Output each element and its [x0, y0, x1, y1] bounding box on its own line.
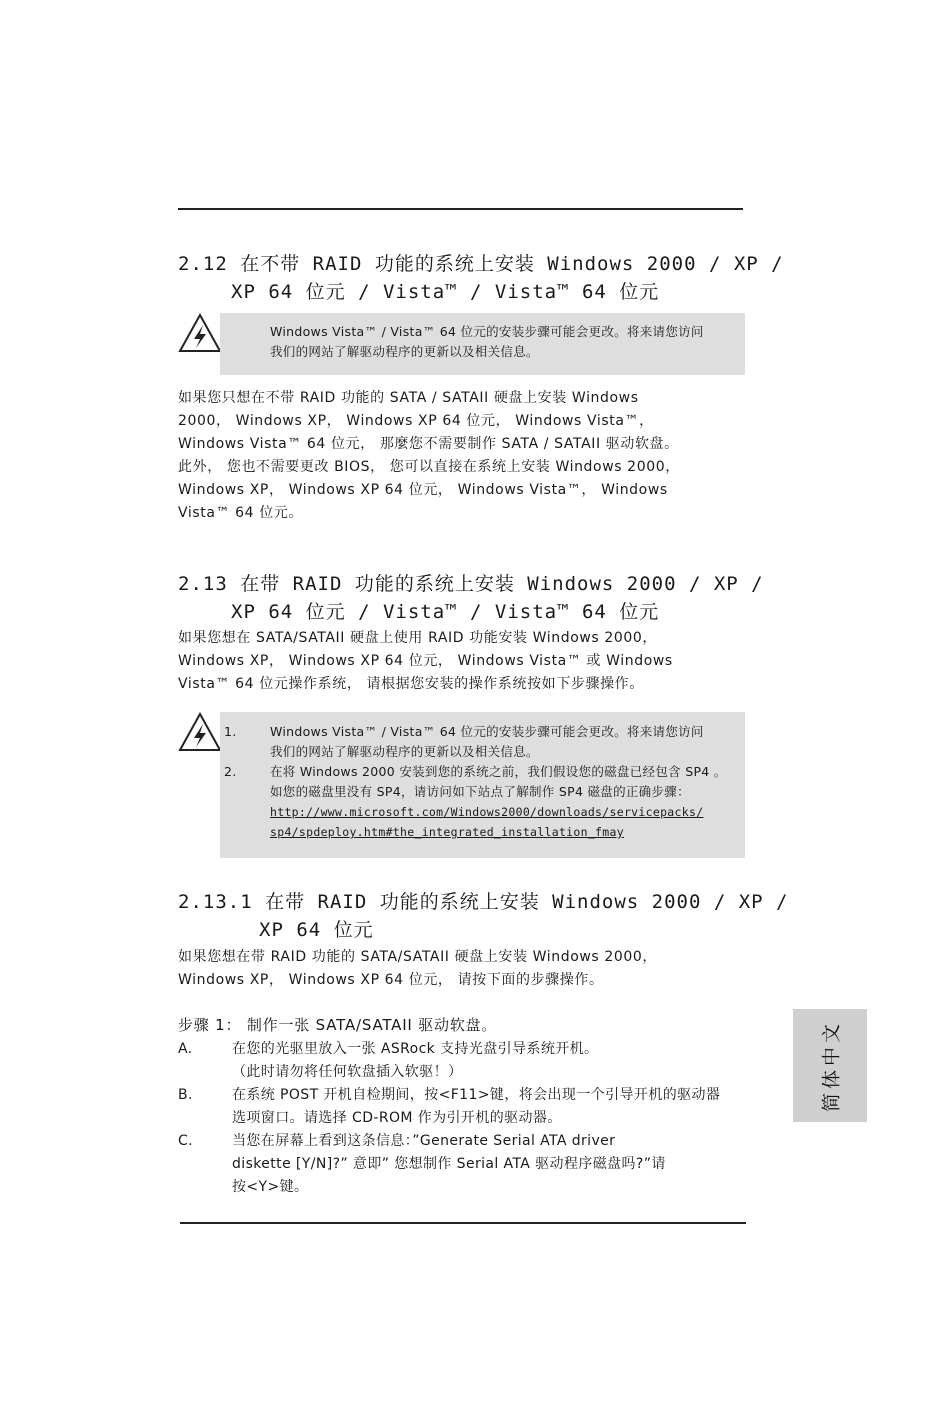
paragraph-line: Windows XP， Windows XP 64 位元， Windows Vista™ 或 Windows — [178, 653, 673, 669]
section-2-12-heading — [178, 250, 784, 306]
note-line: Windows Vista™ / Vista™ 64 位元的安装步骤可能会更改。将来请您访问 — [270, 724, 704, 739]
paragraph-line: 2000， Windows XP， Windows XP 64 位元， Windows Vista™， — [178, 413, 654, 429]
note-line: 我们的网站了解驱动程序的更新以及相关信息。 — [270, 344, 539, 359]
paragraph-line: 此外， 您也不需要更改 BIOS， 您可以直接在系统上安装 Windows 2000， — [178, 459, 680, 475]
section-2-13-1-heading — [178, 888, 789, 944]
language-side-tab-label: 简体中文 — [820, 1019, 843, 1112]
paragraph-line: Windows XP， Windows XP 64 位元， Windows Vista™， Windows — [178, 482, 668, 498]
top-rule — [178, 208, 743, 210]
warning-icon — [178, 712, 222, 752]
language-side-tab — [793, 1009, 867, 1122]
note-line: 我们的网站了解驱动程序的更新以及相关信息。 — [270, 744, 539, 759]
section-2-13-note — [220, 712, 745, 858]
step-line: 选项窗口。请选择 CD-ROM 作为引开机的驱动器。 — [232, 1110, 562, 1126]
bottom-rule — [180, 1222, 746, 1224]
note-line: 在将 Windows 2000 安装到您的系统之前，我们假设您的磁盘已经包含 SP4 。 — [270, 764, 727, 779]
step-label: A. — [178, 1041, 193, 1057]
step-label: B. — [178, 1087, 193, 1103]
note-number: 1. — [224, 724, 237, 739]
section-2-13-1-heading-line2: XP 64 位元 — [259, 919, 374, 941]
paragraph-line: Windows XP， Windows XP 64 位元， 请按下面的步骤操作。 — [178, 972, 604, 988]
section-2-13-heading — [178, 570, 764, 626]
step-1-title: 步骤 1： 制作一张 SATA/SATAII 驱动软盘。 — [178, 1016, 498, 1034]
step-label: C. — [178, 1133, 194, 1149]
step-line: 当您在屏幕上看到这条信息：”Generate Serial ATA driver — [232, 1133, 616, 1149]
paragraph-line: 如果您想在 SATA/SATAII 硬盘上使用 RAID 功能安装 Windows 2000， — [178, 630, 658, 646]
microsoft-sp4-link[interactable]: http://www.microsoft.com/Windows2000/downloads/servicepacks/ — [270, 805, 704, 819]
warning-icon — [178, 313, 222, 353]
section-2-13-heading-line2: XP 64 位元 / Vista™ / Vista™ 64 位元 — [231, 601, 660, 623]
section-2-13-1-heading-line1: 2.13.1 在带 RAID 功能的系统上安装 Windows 2000 / XP / — [178, 891, 789, 913]
paragraph-line: Vista™ 64 位元操作系统， 请根据您安装的操作系统按如下步骤操作。 — [178, 676, 644, 692]
section-2-13-paragraph — [178, 627, 748, 696]
note-line: 如您的磁盘里没有 SP4，请访问如下站点了解制作 SP4 磁盘的正确步骤： — [270, 784, 690, 799]
step-line: 在您的光驱里放入一张 ASRock 支持光盘引导系统开机。 — [232, 1041, 599, 1057]
section-2-12-paragraph — [178, 387, 748, 525]
paragraph-line: 如果您只想在不带 RAID 功能的 SATA / SATAII 硬盘上安装 Windows — [178, 390, 639, 406]
step-line: 在系统 POST 开机自检期间，按<F11>键，将会出现一个引导开机的驱动器 — [232, 1087, 721, 1103]
note-number: 2. — [224, 764, 237, 779]
section-2-13-heading-line1: 2.13 在带 RAID 功能的系统上安装 Windows 2000 / XP / — [178, 573, 764, 595]
section-2-12-heading-line1: 2.12 在不带 RAID 功能的系统上安装 Windows 2000 / XP / — [178, 253, 784, 275]
step-line: diskette [Y/N]?” 意即” 您想制作 Serial ATA 驱动程序磁盘吗?”请 — [232, 1156, 666, 1172]
paragraph-line: Windows Vista™ 64 位元， 那麼您不需要制作 SATA / SATAII 驱动软盘。 — [178, 436, 679, 452]
section-2-13-1-paragraph — [178, 946, 748, 992]
note-line: Windows Vista™ / Vista™ 64 位元的安装步骤可能会更改。将来请您访问 — [270, 324, 704, 339]
paragraph-line: Vista™ 64 位元。 — [178, 505, 304, 521]
microsoft-sp4-link[interactable]: sp4/spdeploy.htm#the_integrated_installation_fmay — [270, 825, 624, 839]
paragraph-line: 如果您想在带 RAID 功能的 SATA/SATAII 硬盘上安装 Windows 2000， — [178, 949, 658, 965]
section-2-12-heading-line2: XP 64 位元 / Vista™ / Vista™ 64 位元 — [231, 281, 660, 303]
section-2-12-note — [220, 313, 745, 375]
step-line: 按<Y>键。 — [232, 1179, 309, 1195]
step-line: （此时请勿将任何软盘插入软驱！） — [232, 1064, 463, 1080]
